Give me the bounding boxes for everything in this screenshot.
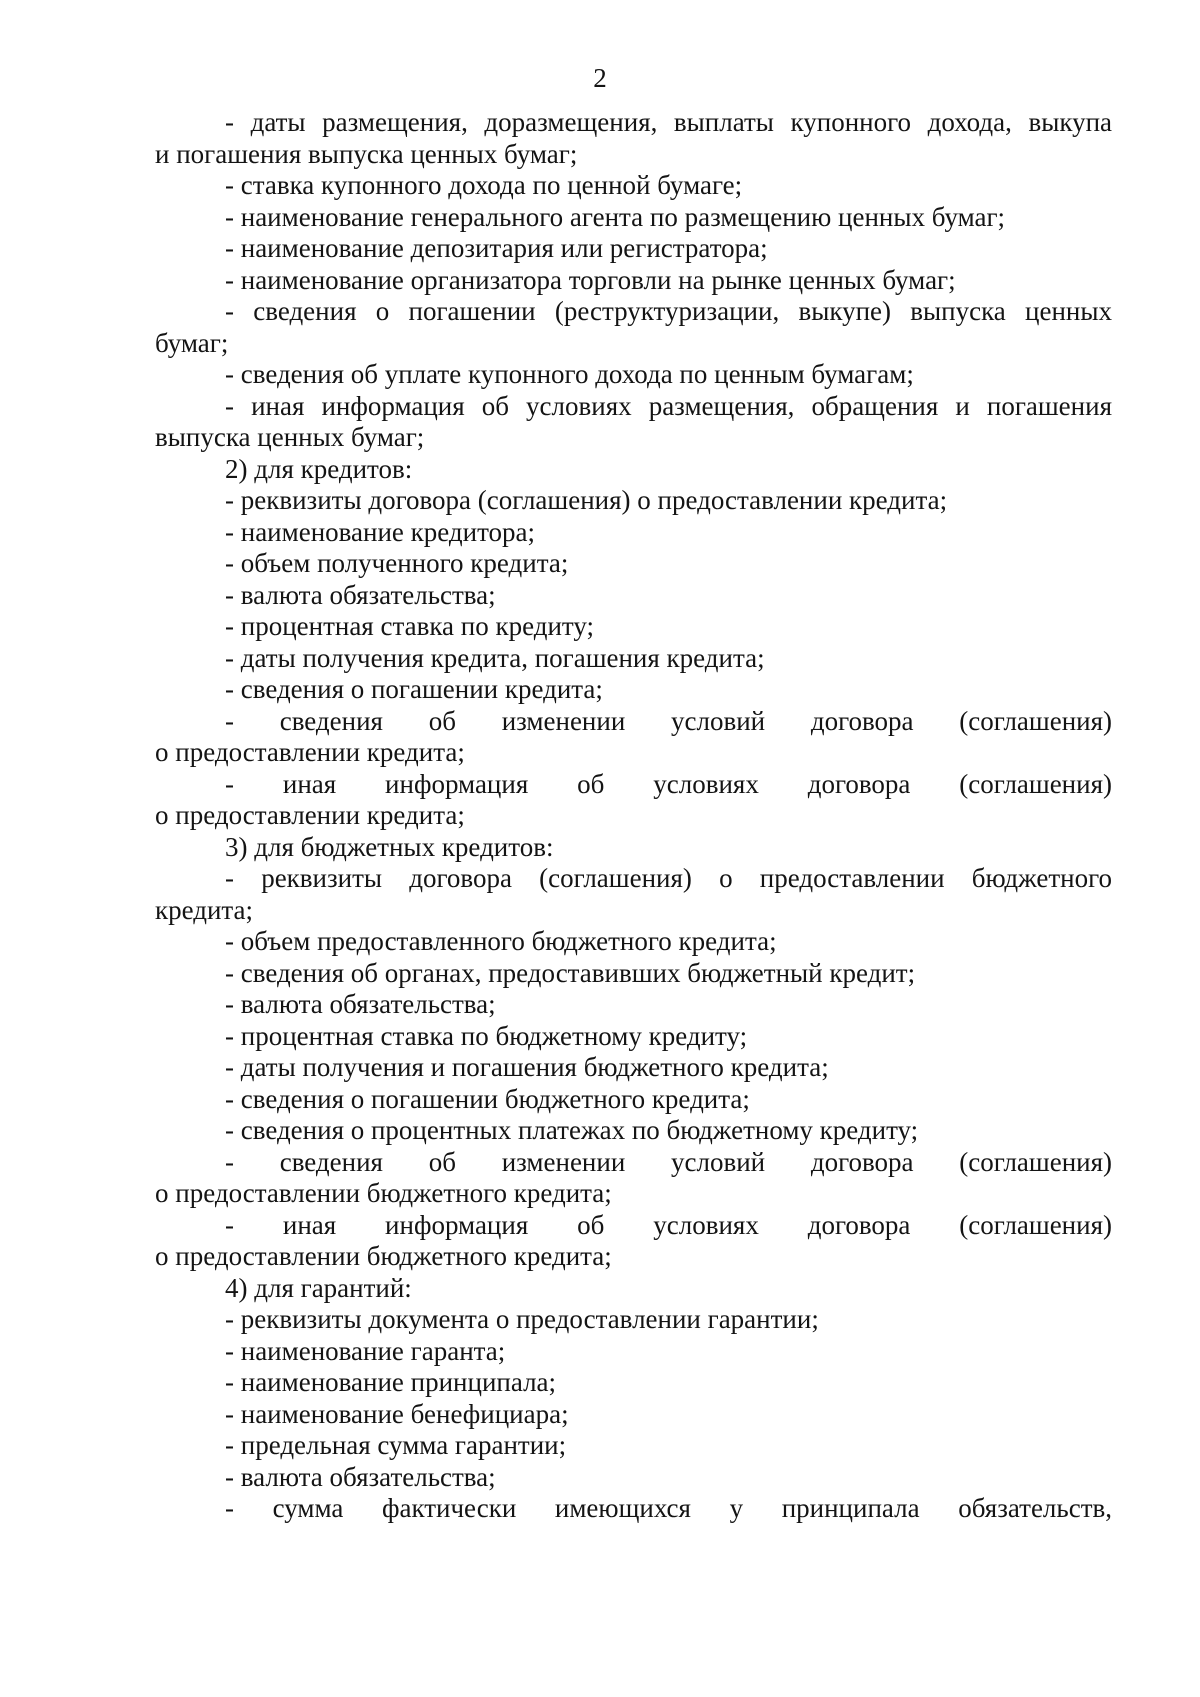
text-line: о предоставлении бюджетного кредита; bbox=[155, 1241, 612, 1271]
text-line: о предоставлении бюджетного кредита; bbox=[155, 1178, 612, 1208]
text-line: - даты размещения, доразмещения, выплаты купонного дохода, выкупа bbox=[225, 107, 1112, 137]
text-line: - объем предоставленного бюджетного кредита; bbox=[225, 926, 777, 956]
text-line: 4) для гарантий: bbox=[225, 1272, 412, 1303]
text-line: - сведения о процентных платежах по бюджетному кредиту; bbox=[225, 1115, 919, 1145]
text-line: - сведения об изменении условий договора (соглашения) bbox=[225, 705, 1112, 736]
text-line: - наименование кредитора; bbox=[225, 516, 536, 547]
text-line: выпуска ценных бумаг; bbox=[155, 422, 425, 452]
text-line: - иная информация об условиях договора (соглашения) bbox=[225, 768, 1112, 799]
text-line: - наименование гаранта; bbox=[225, 1335, 506, 1366]
text-line: - наименование принципала; bbox=[225, 1367, 557, 1397]
text-line: - иная информация об условиях размещения, обращения и погашения bbox=[225, 390, 1112, 421]
text-line: 2) для кредитов: bbox=[225, 453, 413, 484]
text-line: - предельная сумма гарантии; bbox=[225, 1430, 567, 1460]
text-line: - сведения об изменении условий договора (соглашения) bbox=[225, 1146, 1112, 1177]
text-line: - сведения о погашении бюджетного кредита; bbox=[225, 1083, 750, 1114]
text-line: - процентная ставка по бюджетному кредиту; bbox=[225, 1020, 748, 1051]
text-line: - наименование организатора торговли на рынке ценных бумаг; bbox=[225, 264, 956, 295]
text-line: - реквизиты документа о предоставлении гарантии; bbox=[225, 1304, 819, 1334]
text-line: - сведения об органах, предоставивших бюджетный кредит; bbox=[225, 957, 916, 988]
text-line: - даты получения кредита, погашения кредита; bbox=[225, 642, 765, 673]
text-line: - реквизиты договора (соглашения) о предоставлении кредита; bbox=[225, 485, 948, 515]
text-line: бумаг; bbox=[155, 327, 229, 358]
text-line: - валюта обязательства; bbox=[225, 579, 496, 610]
text-line: - сведения о погашении (реструктуризации, выкупе) выпуска ценных bbox=[225, 296, 1112, 326]
text-line: - иная информация об условиях договора (соглашения) bbox=[225, 1209, 1112, 1240]
text-line: и погашения выпуска ценных бумаг; bbox=[155, 138, 578, 169]
text-line: - процентная ставка по кредиту; bbox=[225, 611, 594, 641]
text-line: - ставка купонного дохода по ценной бумаге; bbox=[225, 170, 743, 200]
text-line: - валюта обязательства; bbox=[225, 989, 496, 1019]
text-line: - объем полученного кредита; bbox=[225, 548, 569, 578]
document-body bbox=[155, 107, 1112, 1525]
text-line: - наименование генерального агента по размещению ценных бумаг; bbox=[225, 201, 1006, 232]
page-number: 2 bbox=[593, 63, 607, 93]
text-line: - сведения об уплате купонного дохода по ценным бумагам; bbox=[225, 359, 914, 389]
text-line: о предоставлении кредита; bbox=[155, 800, 465, 830]
text-line: кредита; bbox=[155, 894, 254, 925]
text-line: - даты получения и погашения бюджетного кредита; bbox=[225, 1052, 829, 1082]
text-line: - наименование бенефициара; bbox=[225, 1398, 569, 1429]
text-line: - сведения о погашении кредита; bbox=[225, 674, 603, 704]
text-line: - валюта обязательства; bbox=[225, 1461, 496, 1492]
text-line: 3) для бюджетных кредитов: bbox=[225, 831, 554, 862]
text-line: - реквизиты договора (соглашения) о предоставлении бюджетного bbox=[225, 863, 1112, 893]
text-line: о предоставлении кредита; bbox=[155, 737, 465, 767]
text-line: - наименование депозитария или регистратора; bbox=[225, 233, 768, 263]
text-line: - сумма фактически имеющихся у принципала обязательств, bbox=[225, 1493, 1112, 1523]
